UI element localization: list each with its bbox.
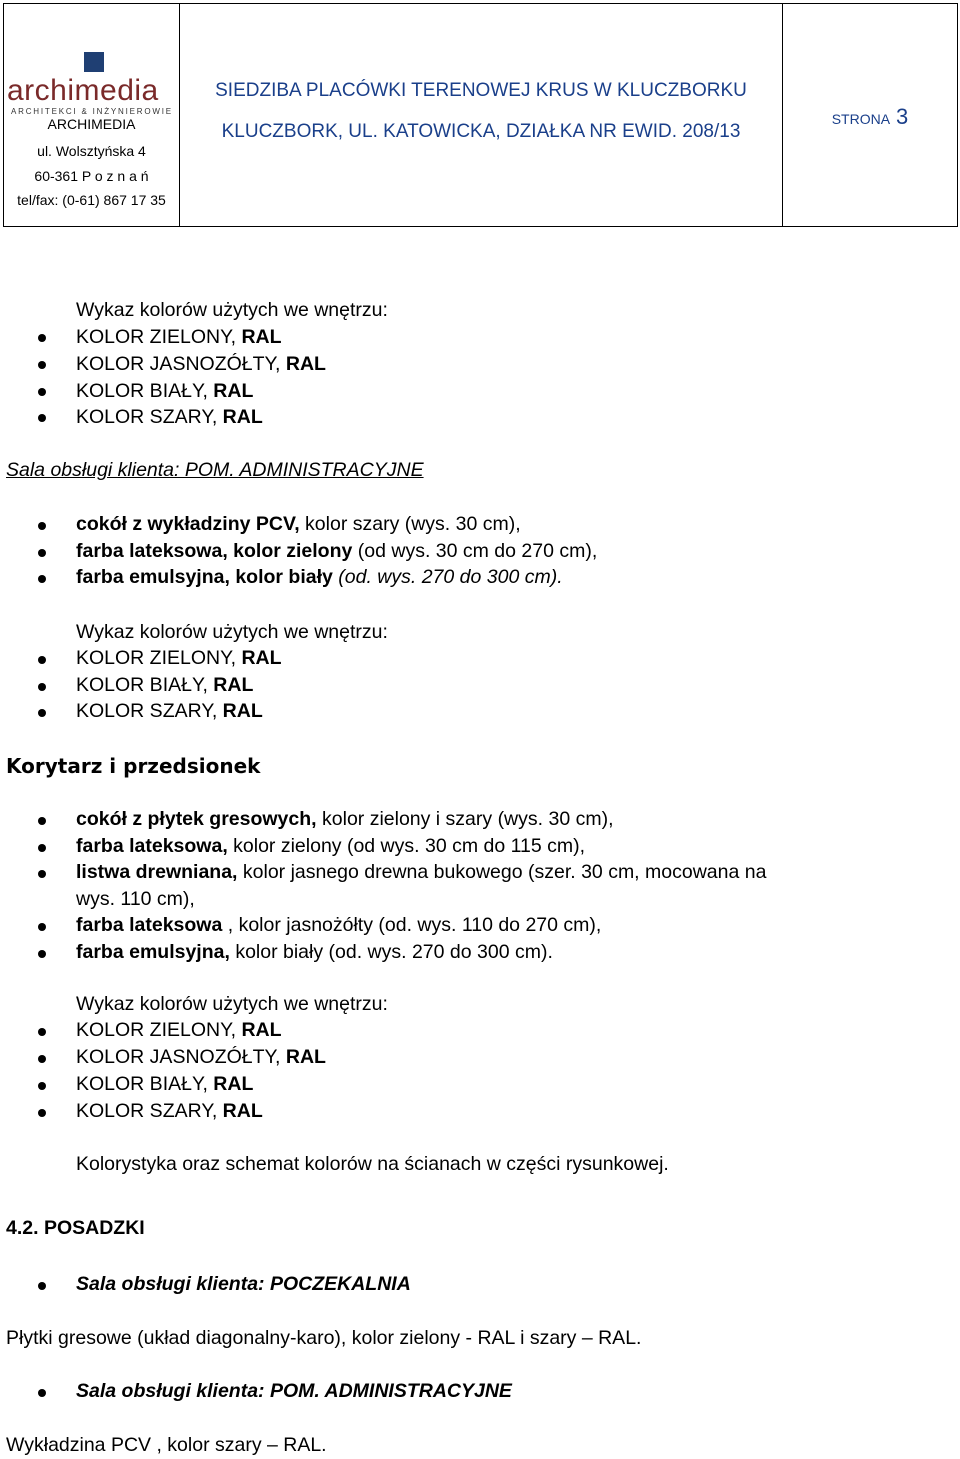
colors-list-label: Wykaz kolorów użytych we wnętrzu: bbox=[76, 621, 388, 643]
logo-text: archimedia bbox=[7, 74, 159, 107]
bullet-icon bbox=[38, 709, 46, 717]
color-name: KOLOR JASNOZÓŁTY, bbox=[76, 1046, 286, 1068]
item-text: (od wys. 30 cm do 270 cm), bbox=[352, 540, 598, 562]
ral-code: RAL bbox=[213, 674, 254, 696]
company-city: 60-361 P o z n a ń bbox=[34, 168, 149, 184]
bullet-icon bbox=[38, 950, 46, 958]
ral-code: RAL bbox=[222, 1100, 263, 1122]
color-name: KOLOR SZARY, bbox=[76, 1100, 223, 1122]
bullet-icon bbox=[38, 656, 46, 664]
floors-admin-text: Wykładzina PCV , kolor szary – RAL. bbox=[6, 1434, 327, 1456]
corridor-heading: Korytarz i przedsionek bbox=[6, 754, 261, 778]
list-item bbox=[76, 515, 521, 535]
ral-code: RAL bbox=[222, 700, 263, 722]
document-title: SIEDZIBA PLACÓWKI TERENOWEJ KRUS W KLUCZBORKU bbox=[215, 80, 747, 101]
item-bold: cokół z wykładziny PCV, bbox=[76, 513, 300, 535]
item-text: kolor zielony (od wys. 30 cm do 115 cm), bbox=[227, 835, 586, 857]
document-address: KLUCZBORK, UL. KATOWICKA, DZIAŁKA NR EWID. 208/13 bbox=[221, 121, 741, 142]
bullet-icon bbox=[38, 683, 46, 691]
ral-code: RAL bbox=[241, 326, 282, 348]
list-item bbox=[76, 1102, 263, 1122]
list-item-continuation: wys. 110 cm), bbox=[76, 888, 195, 910]
list-item bbox=[76, 542, 597, 562]
color-name: KOLOR SZARY, bbox=[76, 406, 223, 428]
company-block bbox=[4, 4, 180, 226]
ral-code: RAL bbox=[285, 353, 326, 375]
bullet-icon bbox=[38, 923, 46, 931]
admin-room-heading: Sala obsługi klienta: POM. ADMINISTRACYJNE bbox=[6, 459, 424, 481]
bullet-icon bbox=[38, 1055, 46, 1063]
colors-list-label: Wykaz kolorów użytych we wnętrzu: bbox=[76, 299, 388, 321]
color-name: KOLOR ZIELONY, bbox=[76, 326, 242, 348]
ral-code: RAL bbox=[285, 1046, 326, 1068]
logo-subtitle: ARCHITEKCI & INŻYNIEROWIE bbox=[11, 107, 173, 116]
list-item bbox=[76, 408, 263, 428]
ral-code: RAL bbox=[213, 1073, 254, 1095]
list-item bbox=[76, 1048, 326, 1068]
list-item bbox=[76, 810, 614, 830]
color-name: KOLOR JASNOZÓŁTY, bbox=[76, 353, 286, 375]
list-item bbox=[76, 943, 553, 963]
document-title-block bbox=[180, 4, 783, 226]
list-item bbox=[76, 837, 585, 857]
item-bold: farba emulsyjna, bbox=[76, 941, 230, 963]
item-bold: listwa drewniana, bbox=[76, 861, 238, 883]
company-street: ul. Wolsztyńska 4 bbox=[37, 143, 146, 159]
color-name: KOLOR BIAŁY, bbox=[76, 674, 214, 696]
item-bold: farba emulsyjna, kolor biały bbox=[76, 566, 333, 588]
bullet-icon bbox=[38, 844, 46, 852]
floors-heading: 4.2. POSADZKI bbox=[6, 1217, 145, 1239]
bullet-icon bbox=[38, 1282, 46, 1290]
bullet-icon bbox=[38, 1389, 46, 1397]
item-text: kolor szary (wys. 30 cm), bbox=[299, 513, 521, 535]
list-item bbox=[76, 1021, 282, 1041]
color-name: KOLOR BIAŁY, bbox=[76, 1073, 214, 1095]
bullet-icon bbox=[38, 1109, 46, 1117]
bullet-icon bbox=[38, 1082, 46, 1090]
floors-waiting-text: Płytki gresowe (układ diagonalny-karo), kolor zielony - RAL i szary – RAL. bbox=[6, 1327, 642, 1349]
item-bold: cokół z płytek gresowych, bbox=[76, 808, 317, 830]
item-bold: farba lateksowa, kolor zielony bbox=[76, 540, 353, 562]
bullet-icon bbox=[38, 549, 46, 557]
ral-code: RAL bbox=[241, 1019, 282, 1041]
list-item bbox=[76, 916, 601, 936]
bullet-icon bbox=[38, 870, 46, 878]
page-number bbox=[783, 104, 957, 130]
bullet-icon bbox=[38, 1028, 46, 1036]
color-name: KOLOR BIAŁY, bbox=[76, 380, 214, 402]
item-text: kolor zielony i szary (wys. 30 cm), bbox=[316, 808, 614, 830]
bullet-icon bbox=[38, 334, 46, 342]
page-label: STRONA bbox=[831, 111, 891, 127]
bullet-icon bbox=[38, 388, 46, 396]
page-number-block bbox=[783, 4, 957, 226]
list-item bbox=[76, 863, 766, 883]
bullet-icon bbox=[38, 414, 46, 422]
ral-code: RAL bbox=[222, 406, 263, 428]
ral-code: RAL bbox=[213, 380, 254, 402]
page-header bbox=[3, 3, 958, 227]
list-item bbox=[76, 702, 263, 722]
colors-list-label: Wykaz kolorów użytych we wnętrzu: bbox=[76, 993, 388, 1015]
floors-admin-heading: Sala obsługi klienta: POM. ADMINISTRACYJNE bbox=[76, 1380, 512, 1402]
color-name: KOLOR ZIELONY, bbox=[76, 1019, 242, 1041]
bullet-icon bbox=[38, 361, 46, 369]
color-name: KOLOR ZIELONY, bbox=[76, 647, 242, 669]
bullet-icon bbox=[38, 575, 46, 583]
item-text: (od. wys. 270 do 300 cm). bbox=[332, 566, 563, 588]
company-logo bbox=[4, 52, 179, 116]
bullet-icon bbox=[38, 817, 46, 825]
list-item bbox=[76, 676, 253, 696]
list-item bbox=[76, 355, 326, 375]
ral-code: RAL bbox=[241, 647, 282, 669]
page-number-value: 3 bbox=[896, 104, 909, 129]
logo-mark-icon bbox=[84, 52, 104, 72]
corridor-note: Kolorystyka oraz schemat kolorów na ścianach w części rysunkowej. bbox=[76, 1153, 669, 1175]
item-text: kolor jasnego drewna bukowego (szer. 30 cm, mocowana na bbox=[237, 861, 767, 883]
company-name: ARCHIMEDIA bbox=[47, 116, 136, 132]
list-item bbox=[76, 382, 253, 402]
item-bold: farba lateksowa bbox=[76, 914, 223, 936]
list-item bbox=[76, 568, 563, 588]
floors-waiting-heading: Sala obsługi klienta: POCZEKALNIA bbox=[76, 1273, 411, 1295]
list-item bbox=[76, 649, 282, 669]
list-item bbox=[76, 328, 282, 348]
bullet-icon bbox=[38, 522, 46, 530]
item-bold: farba lateksowa, bbox=[76, 835, 228, 857]
list-item bbox=[76, 1075, 253, 1095]
company-phone: tel/fax: (0-61) 867 17 35 bbox=[17, 192, 166, 208]
item-text: kolor biały (od. wys. 270 do 300 cm). bbox=[229, 941, 553, 963]
color-name: KOLOR SZARY, bbox=[76, 700, 223, 722]
item-text: , kolor jasnożółty (od. wys. 110 do 270 cm), bbox=[222, 914, 602, 936]
